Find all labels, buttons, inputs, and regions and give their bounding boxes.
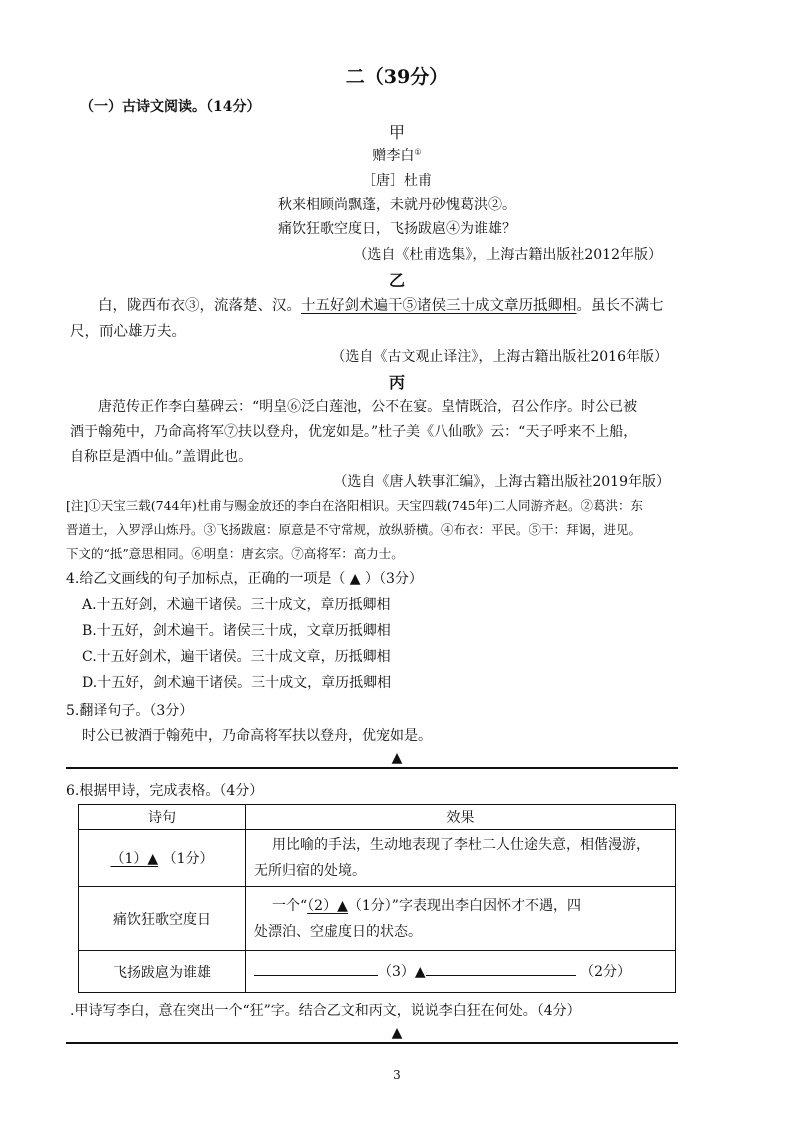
q6-table — [78, 804, 676, 993]
q7-answer-line — [66, 1042, 678, 1044]
q7-answer-mark: ▲ — [391, 1025, 403, 1041]
q5-answer-line — [66, 767, 678, 769]
q4-option-b: B.十五好，剑术遍干。诸侯三十成，文章历抵卿相 — [82, 623, 391, 639]
text-b-line-2: 尺，而心雄万夫。 — [70, 324, 186, 340]
text-c-line-3: 自称臣是酒中仙。”盖谓此也。 — [70, 449, 253, 465]
text-b-line-1: 白，陇西布衣③，流落楚、汉。十五好剑术遍干⑤诸侯三十成文章历抵卿相。虽长不满七 — [98, 298, 664, 314]
text-c-label: 丙 — [388, 373, 405, 392]
table-header-effect: 效果 — [246, 805, 676, 830]
notes-line-3: 下文的“抵”意思相同。⑥明皇：唐玄宗。⑦高将军：高力士。 — [66, 546, 404, 561]
row1-line-cell: （1）▲ （1分） — [79, 830, 246, 887]
q6-stem: 6.根据甲诗，完成表格。（4分） — [66, 783, 264, 799]
poem-line-1: 秋来相顾尚飘蓬，未就丹砂愧葛洪②。 — [278, 197, 516, 213]
text-c-line-2: 酒于翰苑中，乃命高将军⑦扶以登舟，优宠如是。”杜子美《八仙歌》云：“天子呼来不上船， — [70, 424, 638, 440]
notes-line-2: 晋道士，入罗浮山炼丹。③飞扬跋扈：原意是不守常规，放纵骄横。④布衣：平民。⑤干：拜谒，进见。 — [66, 522, 642, 537]
poem-line-2: 痛饮狂歌空度日，飞扬跋扈④为谁雄？ — [278, 221, 516, 237]
section-title: 二（39分） — [345, 66, 449, 88]
row1-effect-cell: 用比喻的手法，生动地表现了李杜二人仕途失意，相偕漫游， 无所归宿的处境。 — [246, 830, 676, 887]
row2-line-cell: 痛饮狂歌空度日 — [79, 887, 246, 951]
q4-option-c: C.十五好剑术，遍干诸侯。三十成文章，历抵卿相 — [82, 649, 391, 665]
row3-line-cell: 飞扬跋扈为谁雄 — [79, 951, 246, 993]
q5-answer-mark: ▲ — [391, 750, 403, 766]
underlined-sentence: 十五好剑术遍干⑤诸侯三十成文章历抵卿相 — [301, 298, 577, 314]
row3-effect-cell: （3）▲ （2分） — [246, 951, 676, 993]
q7-stem: .甲诗写李白，意在突出一个“狂”字。结合乙文和丙文，说说李白狂在何处。（4分） — [70, 1003, 581, 1019]
row2-effect-cell: 一个“（2）▲（1分）”字表现出李白因怀才不遇，四 处漂泊、空虚度日的状态。 — [246, 887, 676, 951]
notes-line-1: [注]①天宝三载(744年)杜甫与赐金放还的李白在洛阳相识。天宝四载(745年)二人同游齐赵。②葛洪：东 — [66, 498, 643, 513]
q5-sentence: 时公已被酒于翰苑中，乃命高将军扶以登舟，优宠如是。 — [82, 728, 432, 744]
poem-source: （选自《杜甫选集》，上海古籍出版社2012年版） — [353, 247, 662, 263]
poem-title: 赠李白① — [372, 147, 422, 164]
text-b-label: 乙 — [388, 271, 405, 290]
q4-option-d: D.十五好，剑术遍干诸侯。三十成文，章历抵卿相 — [82, 675, 392, 691]
page-number: 3 — [393, 1068, 401, 1082]
blank-1[interactable]: （1）▲ — [110, 851, 159, 867]
q4-stem: 4.给乙文画线的句子加标点，正确的一项是（ ▲ ）（3分） — [66, 571, 423, 587]
table-header-line: 诗句 — [79, 805, 246, 830]
text-c-source: （选自《唐人轶事汇编》，上海古籍出版社2019年版） — [333, 474, 670, 490]
blank-2[interactable]: （2）▲ — [307, 897, 348, 914]
poem-label: 甲 — [388, 123, 405, 142]
poem-author: ［唐］杜甫 — [362, 173, 432, 189]
text-b-source: （选自《古文观止译注》，上海古籍出版社2016年版） — [331, 349, 668, 365]
q5-stem: 5.翻译句子。（3分） — [66, 703, 194, 719]
part-title: （一）古诗文阅读。（14分） — [80, 99, 261, 115]
blank-3[interactable]: （3）▲ — [378, 963, 426, 980]
q4-option-a: A.十五好剑，术遍干诸侯。三十成文，章历抵卿相 — [82, 597, 391, 613]
text-c-line-1: 唐范传正作李白墓碑云：“明皇⑥泛白莲池，公不在宴。皇情既洽，召公作序。时公已被 — [98, 399, 638, 415]
